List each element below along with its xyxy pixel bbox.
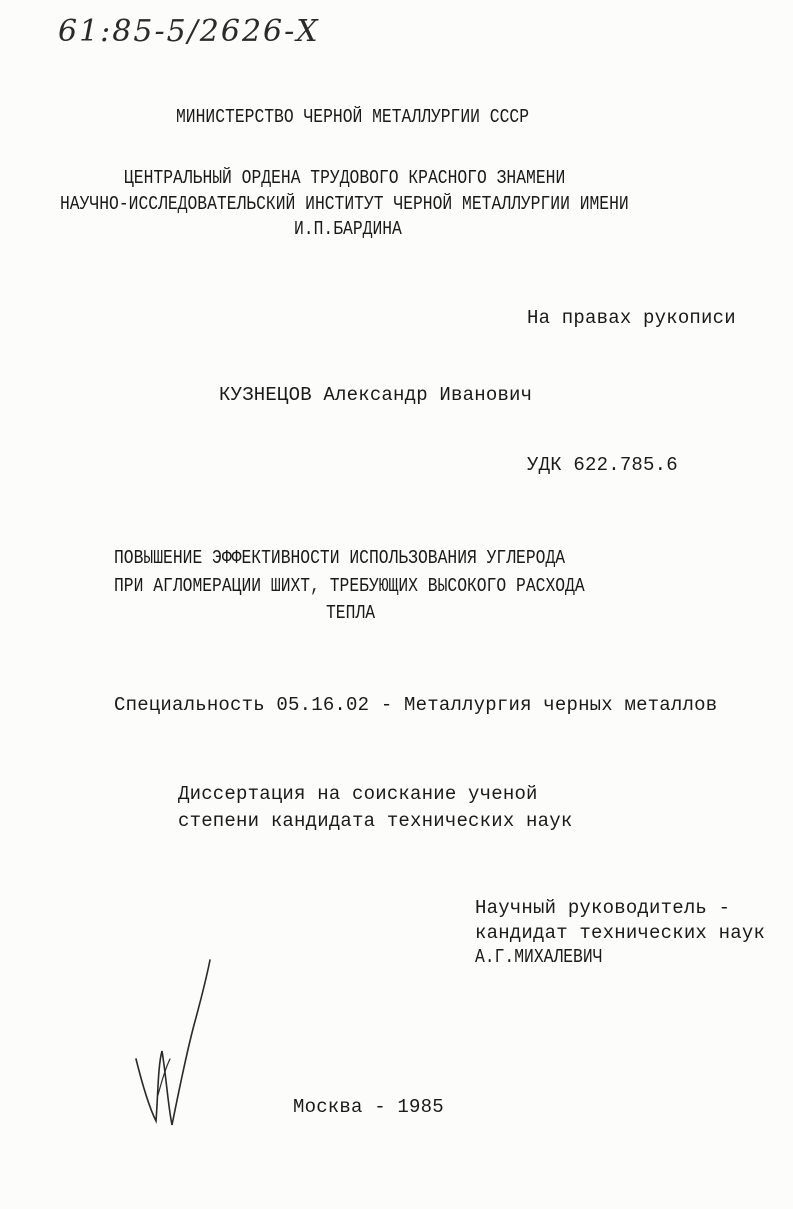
manuscript-note: На правах рукописи bbox=[527, 307, 736, 329]
ministry-heading: МИНИСТЕРСТВО ЧЕРНОЙ МЕТАЛЛУРГИИ СССР bbox=[176, 106, 530, 128]
supervisor-line-2: кандидат технических наук bbox=[475, 922, 766, 944]
supervisor-name: А.Г.МИХАЛЕВИЧ bbox=[475, 946, 603, 968]
city-year: Москва - 1985 bbox=[293, 1096, 444, 1118]
dissertation-line-1: Диссертация на соискание ученой bbox=[178, 783, 538, 805]
title-line-3: ТЕПЛА bbox=[326, 602, 376, 624]
title-line-2: ПРИ АГЛОМЕРАЦИИ ШИХТ, ТРЕБУЮЩИХ ВЫСОКОГО РАСХОДА bbox=[114, 575, 585, 597]
dissertation-line-2: степени кандидата технических наук bbox=[178, 810, 573, 832]
handwritten-signature bbox=[128, 955, 218, 1135]
udc-code: УДК 622.785.6 bbox=[527, 454, 678, 476]
institute-line-3: И.П.БАРДИНА bbox=[294, 218, 402, 240]
supervisor-line-1: Научный руководитель - bbox=[475, 897, 731, 919]
institute-line-2: НАУЧНО-ИССЛЕДОВАТЕЛЬСКИЙ ИНСТИТУТ ЧЕРНОЙ МЕТАЛЛУРГИИ ИМЕНИ bbox=[60, 193, 629, 215]
author-name: КУЗНЕЦОВ Александр Иванович bbox=[219, 384, 533, 406]
specialty-line: Специальность 05.16.02 - Металлургия черных металлов bbox=[114, 694, 718, 716]
title-line-1: ПОВЫШЕНИЕ ЭФФЕКТИВНОСТИ ИСПОЛЬЗОВАНИЯ УГЛЕРОДА bbox=[114, 547, 566, 569]
institute-line-1: ЦЕНТРАЛЬНЫЙ ОРДЕНА ТРУДОВОГО КРАСНОГО ЗНАМЕНИ bbox=[124, 167, 566, 189]
archive-handwritten-mark: 61:85-5/2626-Х bbox=[58, 14, 320, 49]
